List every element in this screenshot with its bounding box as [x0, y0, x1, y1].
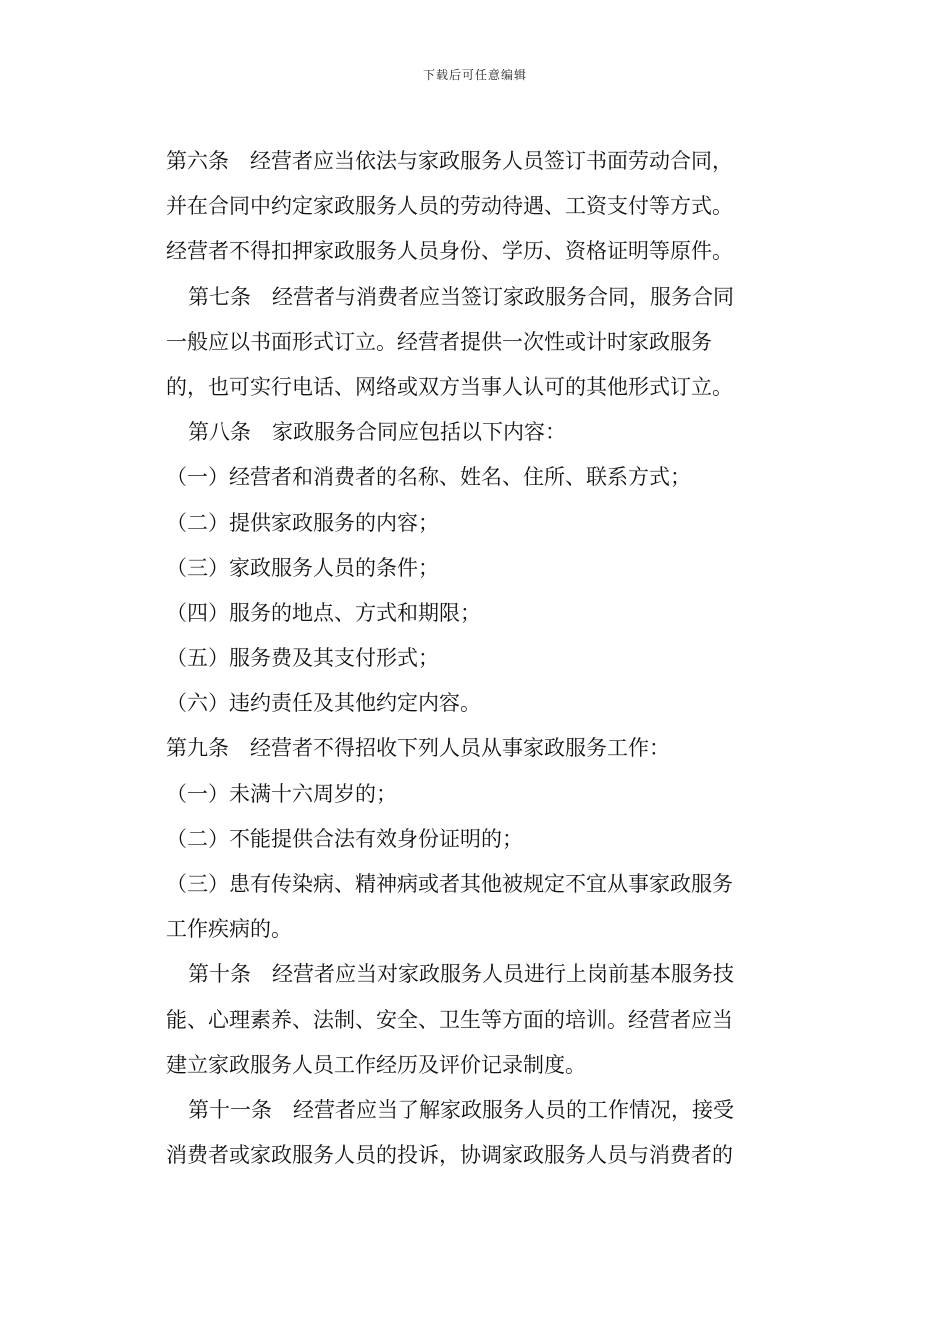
- text-line: 经营者不得扣押家政服务人员身份、学历、资格证明等原件。: [166, 239, 733, 264]
- text-line: 能、心理素养、法制、安全、卫生等方面的培训。经营者应当: [166, 1007, 733, 1032]
- text-line: 第十条 经营者应当对家政服务人员进行上岗前基本服务技: [188, 962, 734, 987]
- text-line: （五）服务费及其支付形式；: [166, 646, 439, 671]
- text-line: 第七条 经营者与消费者应当签订家政服务合同，服务合同: [188, 284, 734, 309]
- text-line: （一）未满十六周岁的；: [166, 781, 397, 806]
- text-line: （一）经营者和消费者的名称、姓名、住所、联系方式；: [166, 465, 691, 490]
- text-line: 的，也可实行电话、网络或双方当事人认可的其他形式订立。: [166, 374, 733, 399]
- text-line: （四）服务的地点、方式和期限；: [166, 600, 481, 625]
- text-line: 第八条 家政服务合同应包括以下内容：: [188, 420, 566, 445]
- text-line: 建立家政服务人员工作经历及评价记录制度。: [166, 1052, 586, 1077]
- text-line: （三）家政服务人员的条件；: [166, 555, 439, 580]
- text-line: 第九条 经营者不得招收下列人员从事家政服务工作：: [166, 736, 670, 761]
- text-line: （二）不能提供合法有效身份证明的；: [166, 826, 523, 851]
- text-line: （六）违约责任及其他约定内容。: [166, 691, 481, 716]
- text-line: 消费者或家政服务人员的投诉，协调家政服务人员与消费者的: [166, 1143, 733, 1168]
- document-body: [166, 142, 786, 1181]
- text-line: 第六条 经营者应当依法与家政服务人员签订书面劳动合同，: [166, 149, 733, 173]
- text-line: （三）患有传染病、精神病或者其他被规定不宜从事家政服务: [166, 872, 733, 896]
- text-line: 并在合同中约定家政服务人员的劳动待遇、工资支付等方式。: [166, 194, 733, 219]
- page-header: 下载后可任意编辑: [422, 68, 527, 82]
- text-line: （二）提供家政服务的内容；: [166, 510, 439, 535]
- text-line: 一般应以书面形式订立。经营者提供一次性或计时家政服务: [166, 329, 712, 354]
- text-line: 工作疾病的。: [166, 917, 292, 942]
- text-line: 第十一条 经营者应当了解家政服务人员的工作情况，接受: [188, 1097, 734, 1122]
